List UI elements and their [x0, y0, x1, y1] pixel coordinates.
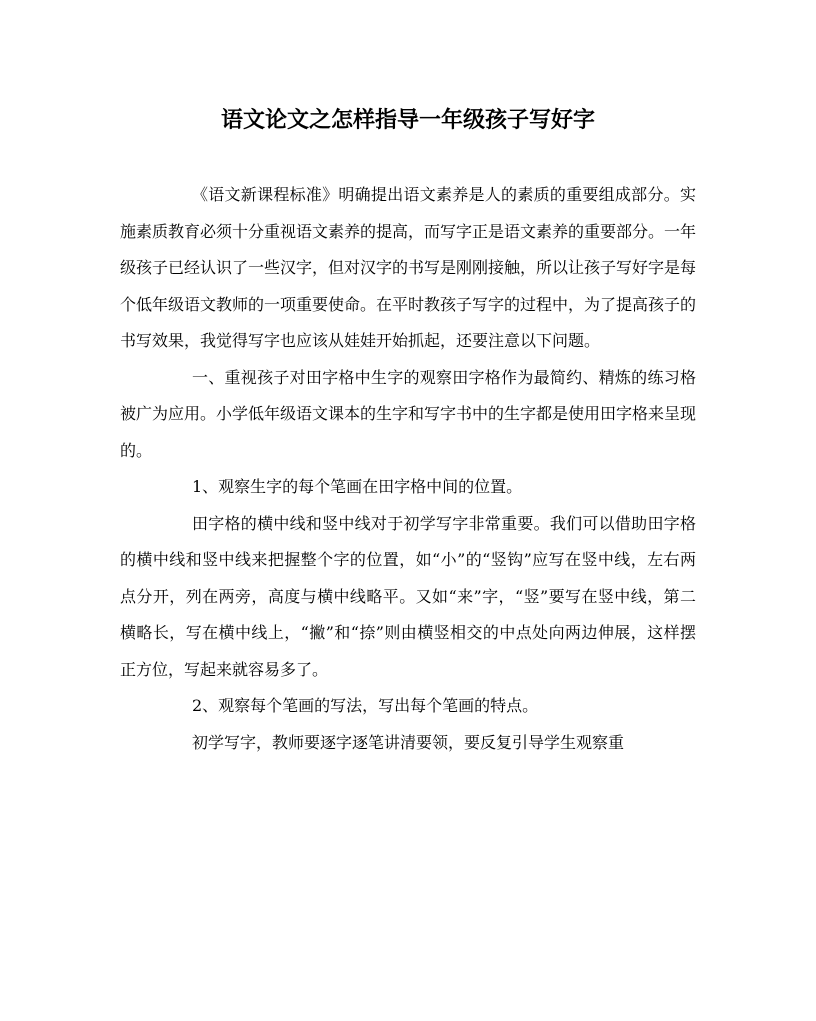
paragraph-point-one: 1、观察生字的每个笔画在田字格中间的位置。: [192, 477, 523, 496]
paragraph-intro: 《语文新课程标准》明确提出语文素养是人的素质的重要组成部分。实施素质教育必须十分重视语文素养的提高，而写字正是语文素养的重要部分。一年级孩子已经认识了一些汉字，但对汉字的书写是刚刚接触，所以让孩子写好字是每个低年级语文教师的一项重要使命。在平时教孩子写字的过程中，为了提高孩子的书写效果，我觉得写字也应该从娃娃开始抓起，还要注意以下问题。: [120, 185, 697, 350]
paragraph-point-two-detail: 初学写字，教师要逐字逐笔讲清要领，要反复引导学生观察重: [192, 732, 625, 752]
document-body: [120, 177, 696, 761]
paragraph-section-one: 一、重视孩子对田字格中生字的观察田字格作为最简约、精炼的练习格被广为应用。小学低年级语文课本的生字和写字书中的生字都是使用田字格来呈现的。: [120, 367, 697, 460]
paragraph-point-one-detail: 田字格的横中线和竖中线对于初学写字非常重要。我们可以借助田字格的横中线和竖中线来把握整个字的位置，如“小”的“竖钩”应写在竖中线，左右两点分开，列在两旁，高度与横中线略平。又如“来”字，“竖”要写在竖中线，第二横略长，写在横中线上，“撇”和“捺”则由横竖相交的中点处向两边伸展，这样摆正方位，写起来就容易多了。: [120, 513, 696, 679]
paragraph-point-two: 2、观察每个笔画的写法，写出每个笔画的特点。: [192, 696, 539, 715]
document-title: 语文论文之怎样指导一年级孩子写好字: [220, 107, 595, 133]
